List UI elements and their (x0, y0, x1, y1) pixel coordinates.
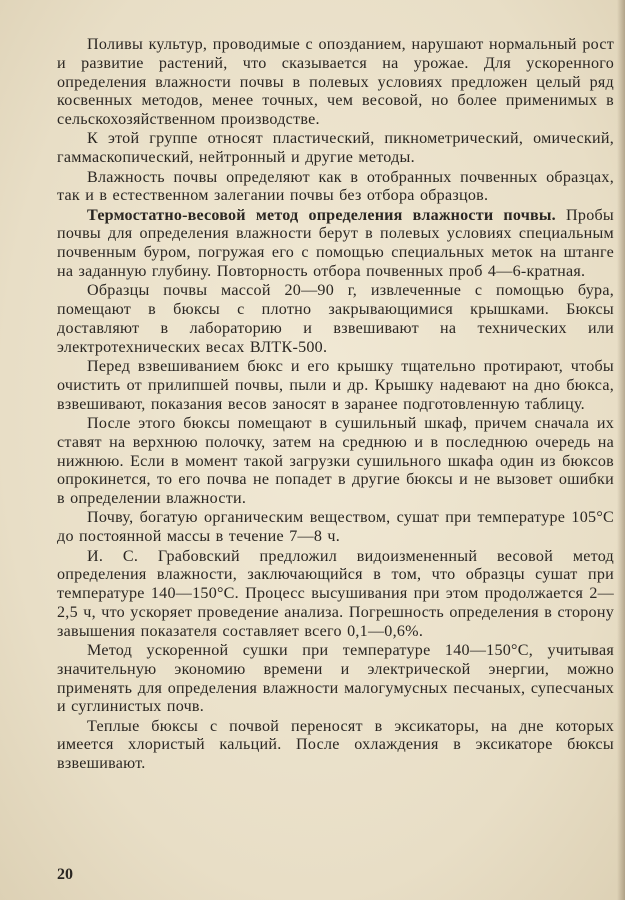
paragraph-5-text: Образцы почвы массой 20—90 г, извлеченные с помощью бура, помещают в бюксы с плотно закрывающимися крышками. Бюксы доставляют в лабораторию и взвешивают на технических или электротехнических весах ВЛТК-500. (57, 282, 614, 356)
paragraph-3-text: Влажность почвы определяют как в отобранных почвенных образцах, так и в естественном залегании почвы без отбора образцов. (57, 168, 614, 205)
paragraph-2-text: К этой группе относят пластический, пикнометрический, омический, гаммаскопический, нейтронный и другие методы. (57, 130, 614, 167)
paragraph-2 (57, 130, 614, 168)
paragraph-1 (57, 36, 614, 130)
page-number: 20 (57, 866, 73, 883)
paragraph-10 (57, 642, 614, 717)
paragraph-3 (57, 169, 614, 207)
paragraph-11 (57, 718, 614, 774)
paragraph-8 (57, 509, 614, 547)
paragraph-7-text: После этого бюксы помещают в сушильный шкаф, причем сначала их ставят на верхнюю полочку, затем на среднюю и в последнюю очередь на нижнюю. Если в момент такой загрузки сушильного шкафа один из бюксов опрокинется, то его почва не попадет в другие бюксы и не вызовет ошибки в определении влажности. (57, 414, 614, 508)
page-edge-shadow (617, 0, 625, 900)
paragraph-8-text: Почву, богатую органическим веществом, сушат при температуре 105°С до постоянной массы в течение 7—8 ч. (57, 509, 614, 546)
paragraph-9-text: И. С. Грабовский предложил видоизмененный весовой метод определения влажности, заключающийся в том, что образцы сушат при температуре 140—150°С. Процесс высушивания при этом продолжается 2—2,5 ч, что ускоряет проведение анализа. Погрешность определения в сторону завышения показателя составляет всего 0,1—0,6%. (57, 547, 614, 640)
page-text (57, 36, 614, 774)
paragraph-5 (57, 282, 614, 357)
paragraph-6 (57, 358, 614, 414)
section-heading: Термостатно-весовой метод определения влажности почвы. (87, 206, 556, 224)
paragraph-11-text: Теплые бюксы с почвой переносят в эксикаторы, на дне которых имеется хлористый кальций. После охлаждения в эксикаторе бюксы взвешивают. (57, 717, 614, 773)
paragraph-1-text: Поливы культур, проводимые с опозданием, нарушают нормальный рост и развитие растений, что сказывается на урожае. Для ускоренного определения влажности почвы в полевых условиях предложен целый ряд косвенных методов, менее точных, чем весовой, но более применимых в сельскохозяйственном производстве. (57, 36, 614, 129)
paragraph-4-text: Пробы почвы для определения влажности берут в полевых условиях специальным почвенным буром, погружая его с помощью специальных меток на штанге на заданную глубину. Повторность отбора почвенных проб 4—6-кратная. (57, 206, 615, 281)
paragraph-10-text: Метод ускоренной сушки при температуре 140—150°С, учитывая значительную экономию времени и электрической энергии, можно применять для определения влажности малогумусных песчаных, супесчаных и суглинистых почв. (57, 642, 614, 716)
paragraph-6-text: Перед взвешиванием бюкс и его крышку тщательно протирают, чтобы очистить от прилипшей почвы, пыли и др. Крышку надевают на дно бюкса, взвешивают, показания весов заносят в заранее подготовленную таблицу. (57, 358, 614, 413)
book-page (57, 36, 617, 886)
paragraph-9 (57, 548, 614, 642)
paragraph-4 (57, 207, 614, 282)
paragraph-7 (57, 415, 614, 509)
